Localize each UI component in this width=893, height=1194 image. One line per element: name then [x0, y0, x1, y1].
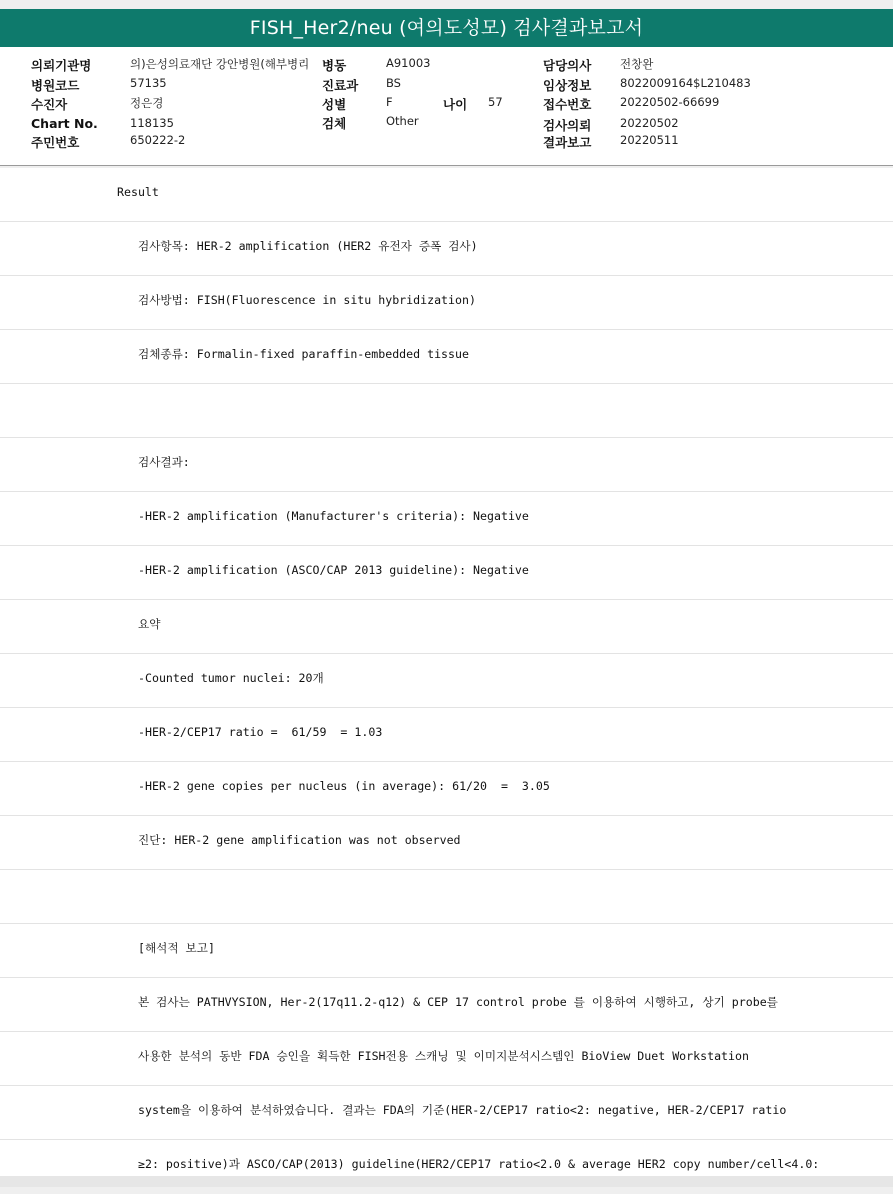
sex-label: 성별 [322, 97, 347, 112]
receipt-label: 접수번호 [543, 97, 592, 112]
report-line: -Counted tumor nuclei: 20개 [138, 671, 324, 685]
hospital-code-value: 57135 [130, 76, 167, 90]
report-title: FISH_Her2/neu (여의도성모) 검사결과보고서 [0, 9, 893, 47]
report-body [0, 168, 893, 1176]
report-line: -HER-2 amplification (ASCO/CAP 2013 guideline): Negative [138, 563, 529, 577]
report-line: 검사결과: [138, 455, 190, 469]
institution-label: 의뢰기관명 [31, 58, 92, 73]
ward-value: A91003 [386, 56, 431, 70]
request-date-label: 검사의뢰 [543, 118, 592, 133]
divider [0, 165, 893, 166]
report-line: 검사방법: FISH(Fluorescence in situ hybridization) [138, 293, 476, 307]
doctor-label: 담당의사 [543, 58, 592, 73]
dept-value: BS [386, 76, 401, 90]
request-date-value: 20220502 [620, 116, 679, 130]
rrn-label: 주민번호 [31, 135, 80, 150]
report-line: 사용한 분석의 동반 FDA 승인을 획득한 FISH전용 스캐닝 및 이미지분석시스템인 BioView Duet Workstation [138, 1049, 749, 1063]
report-line: 검사항목: HER-2 amplification (HER2 유전자 증폭 검사) [138, 239, 478, 253]
report-line: 요약 [138, 617, 161, 631]
report-line: -HER-2 gene copies per nucleus (in average): 61/20 = 3.05 [138, 779, 550, 793]
clinical-info-label: 임상정보 [543, 78, 592, 93]
patient-value: 정은경 [130, 96, 164, 110]
result-heading: Result [117, 185, 159, 199]
scroll-area-edge [0, 1176, 893, 1187]
patient-label: 수진자 [31, 97, 68, 112]
specimen-label: 검체 [322, 116, 347, 131]
report-line: -HER-2 amplification (Manufacturer's criteria): Negative [138, 509, 529, 523]
hospital-code-label: 병원코드 [31, 78, 80, 93]
report-line: [해석적 보고] [138, 941, 215, 955]
clinical-info-value: 8022009164$L210483 [620, 76, 751, 90]
report-date-value: 20220511 [620, 133, 679, 147]
report-line: system을 이용하여 분석하였습니다. 결과는 FDA의 기준(HER-2/CEP17 ratio<2: negative, HER-2/CEP17 ratio [138, 1103, 787, 1117]
institution-value: 의)은성의료재단 강안병원(해부병리 [130, 57, 310, 71]
age-label: 나이 [443, 97, 468, 112]
dept-label: 진료과 [322, 78, 359, 93]
specimen-value: Other [386, 114, 419, 128]
report-line: -HER-2/CEP17 ratio = 61/59 = 1.03 [138, 725, 383, 739]
chart-no-value: 118135 [130, 116, 174, 130]
report-date-label: 결과보고 [543, 135, 592, 150]
doctor-value: 전창완 [620, 57, 654, 71]
age-value: 57 [488, 95, 503, 109]
report-line: 검체종류: Formalin-fixed paraffin-embedded tissue [138, 347, 469, 361]
report-line: 본 검사는 PATHVYSION, Her-2(17q11.2-q12) & CEP 17 control probe 를 이용하여 시행하고, 상기 probe를 [138, 995, 778, 1009]
report-line: ≥2: positive)과 ASCO/CAP(2013) guideline(HER2/CEP17 ratio<2.0 & average HER2 copy number/cell<4.0: [138, 1157, 820, 1171]
chart-no-label: Chart No. [31, 116, 98, 131]
receipt-value: 20220502-66699 [620, 95, 720, 109]
sex-value: F [386, 95, 393, 109]
rrn-value: 650222-2 [130, 133, 186, 147]
report-line: 진단: HER-2 gene amplification was not observed [138, 833, 461, 847]
ward-label: 병동 [322, 58, 347, 73]
